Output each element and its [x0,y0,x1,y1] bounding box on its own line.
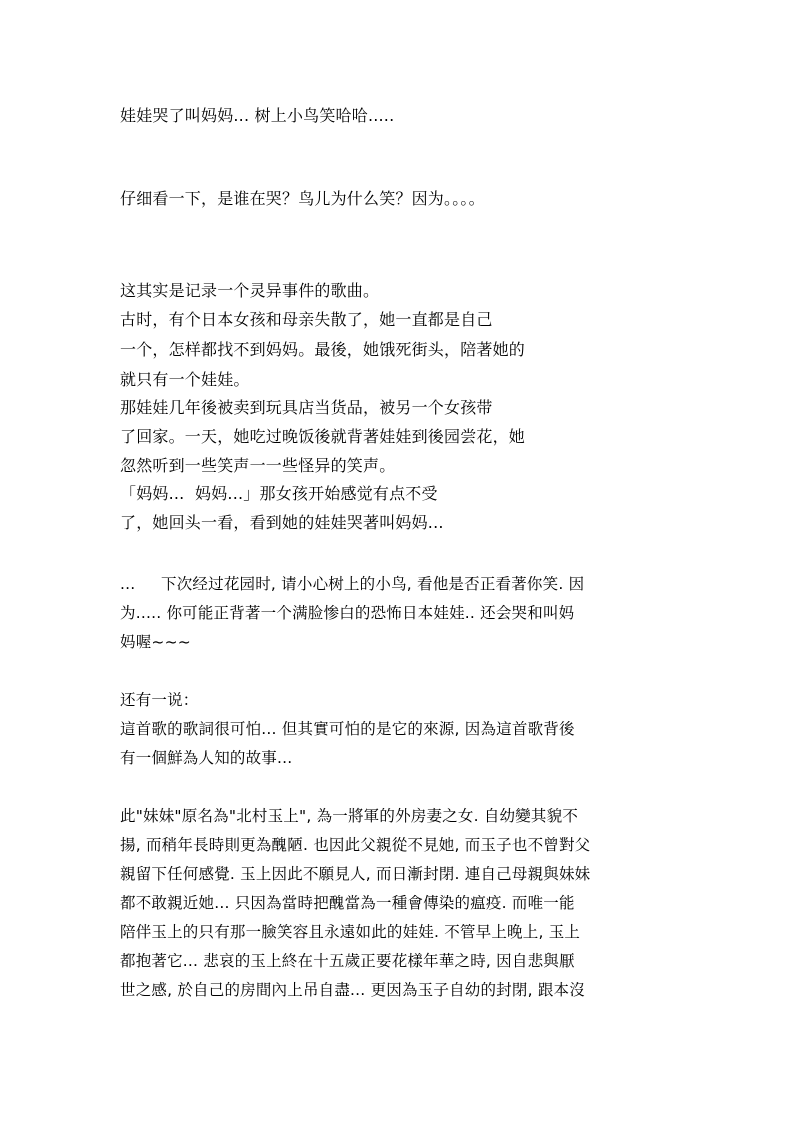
text-line: 揚, 而稍年長時則更為醜陋. 也因此父親從不見她, 而玉子也不曾對父 [120,836,591,854]
text-line: 世之感, 於自己的房間內上吊自盡... 更因為玉子自幼的封閉, 跟本沒 [120,981,585,999]
text-line: 親留下任何感覺. 玉上因此不願見人, 而日漸封閉. 連自己母親與妹妹 [120,865,591,883]
text-line: 了，她回头一看，看到她的娃娃哭著叫妈妈... [120,513,444,532]
text-line: 仔细看一下，是谁在哭？鸟儿为什么笑？因为。。。。 [120,189,485,208]
text-line: ... 下次经过花园时, 请小心树上的小鸟, 看他是否正看著你笑. 因 [120,575,585,593]
text-line: 古时，有个日本女孩和母亲失散了，她一直都是自己 [120,310,493,329]
text-line: 這首歌的歌詞很可怕... 但其實可怕的是它的來源, 因為這首歌背後 [120,720,575,738]
text-line: 了回家。一天，她吃过晚饭後就背著娃娃到後园尝花，她 [120,427,526,446]
text-line: 有一個鮮為人知的故事... [120,749,293,767]
text-line: 还有一说： [120,691,199,709]
text-line: 这其实是记录一个灵异事件的歌曲。 [120,281,380,300]
text-line: 就只有一个娃娃。 [120,370,250,389]
text-line: 妈喔~~~ [120,633,191,651]
text-line: 此"妹妹"原名為"北村玉上", 為一將軍的外房妻之女. 自幼變其貌不 [120,807,579,825]
text-line: 那娃娃几年後被卖到玩具店当货品，被另一个女孩带 [120,398,493,417]
text-line: 忽然听到一些笑声一一些怪异的笑声。 [120,456,396,475]
text-line: 为..... 你可能正背著一个满脸惨白的恐怖日本娃娃.. 还会哭和叫妈 [120,604,575,622]
text-line: 都不敢親近她... 只因為當時把醜當為一種會傳染的瘟疫. 而唯一能 [120,894,575,912]
text-line: 娃娃哭了叫妈妈... 树上小鸟笑哈哈..... [120,106,395,125]
text-line: 一个，怎样都找不到妈妈。最後，她饿死街头，陪著她的 [120,340,526,359]
text-line: 都抱著它... 悲哀的玉上終在十五歲正要花樣年華之時, 因自悲與厭 [120,952,575,970]
text-line: 「妈妈... 妈妈...」那女孩开始感觉有点不受 [120,484,438,503]
text-line: 陪伴玉上的只有那一臉笑容且永遠如此的娃娃. 不管早上晚上, 玉上 [120,923,581,941]
